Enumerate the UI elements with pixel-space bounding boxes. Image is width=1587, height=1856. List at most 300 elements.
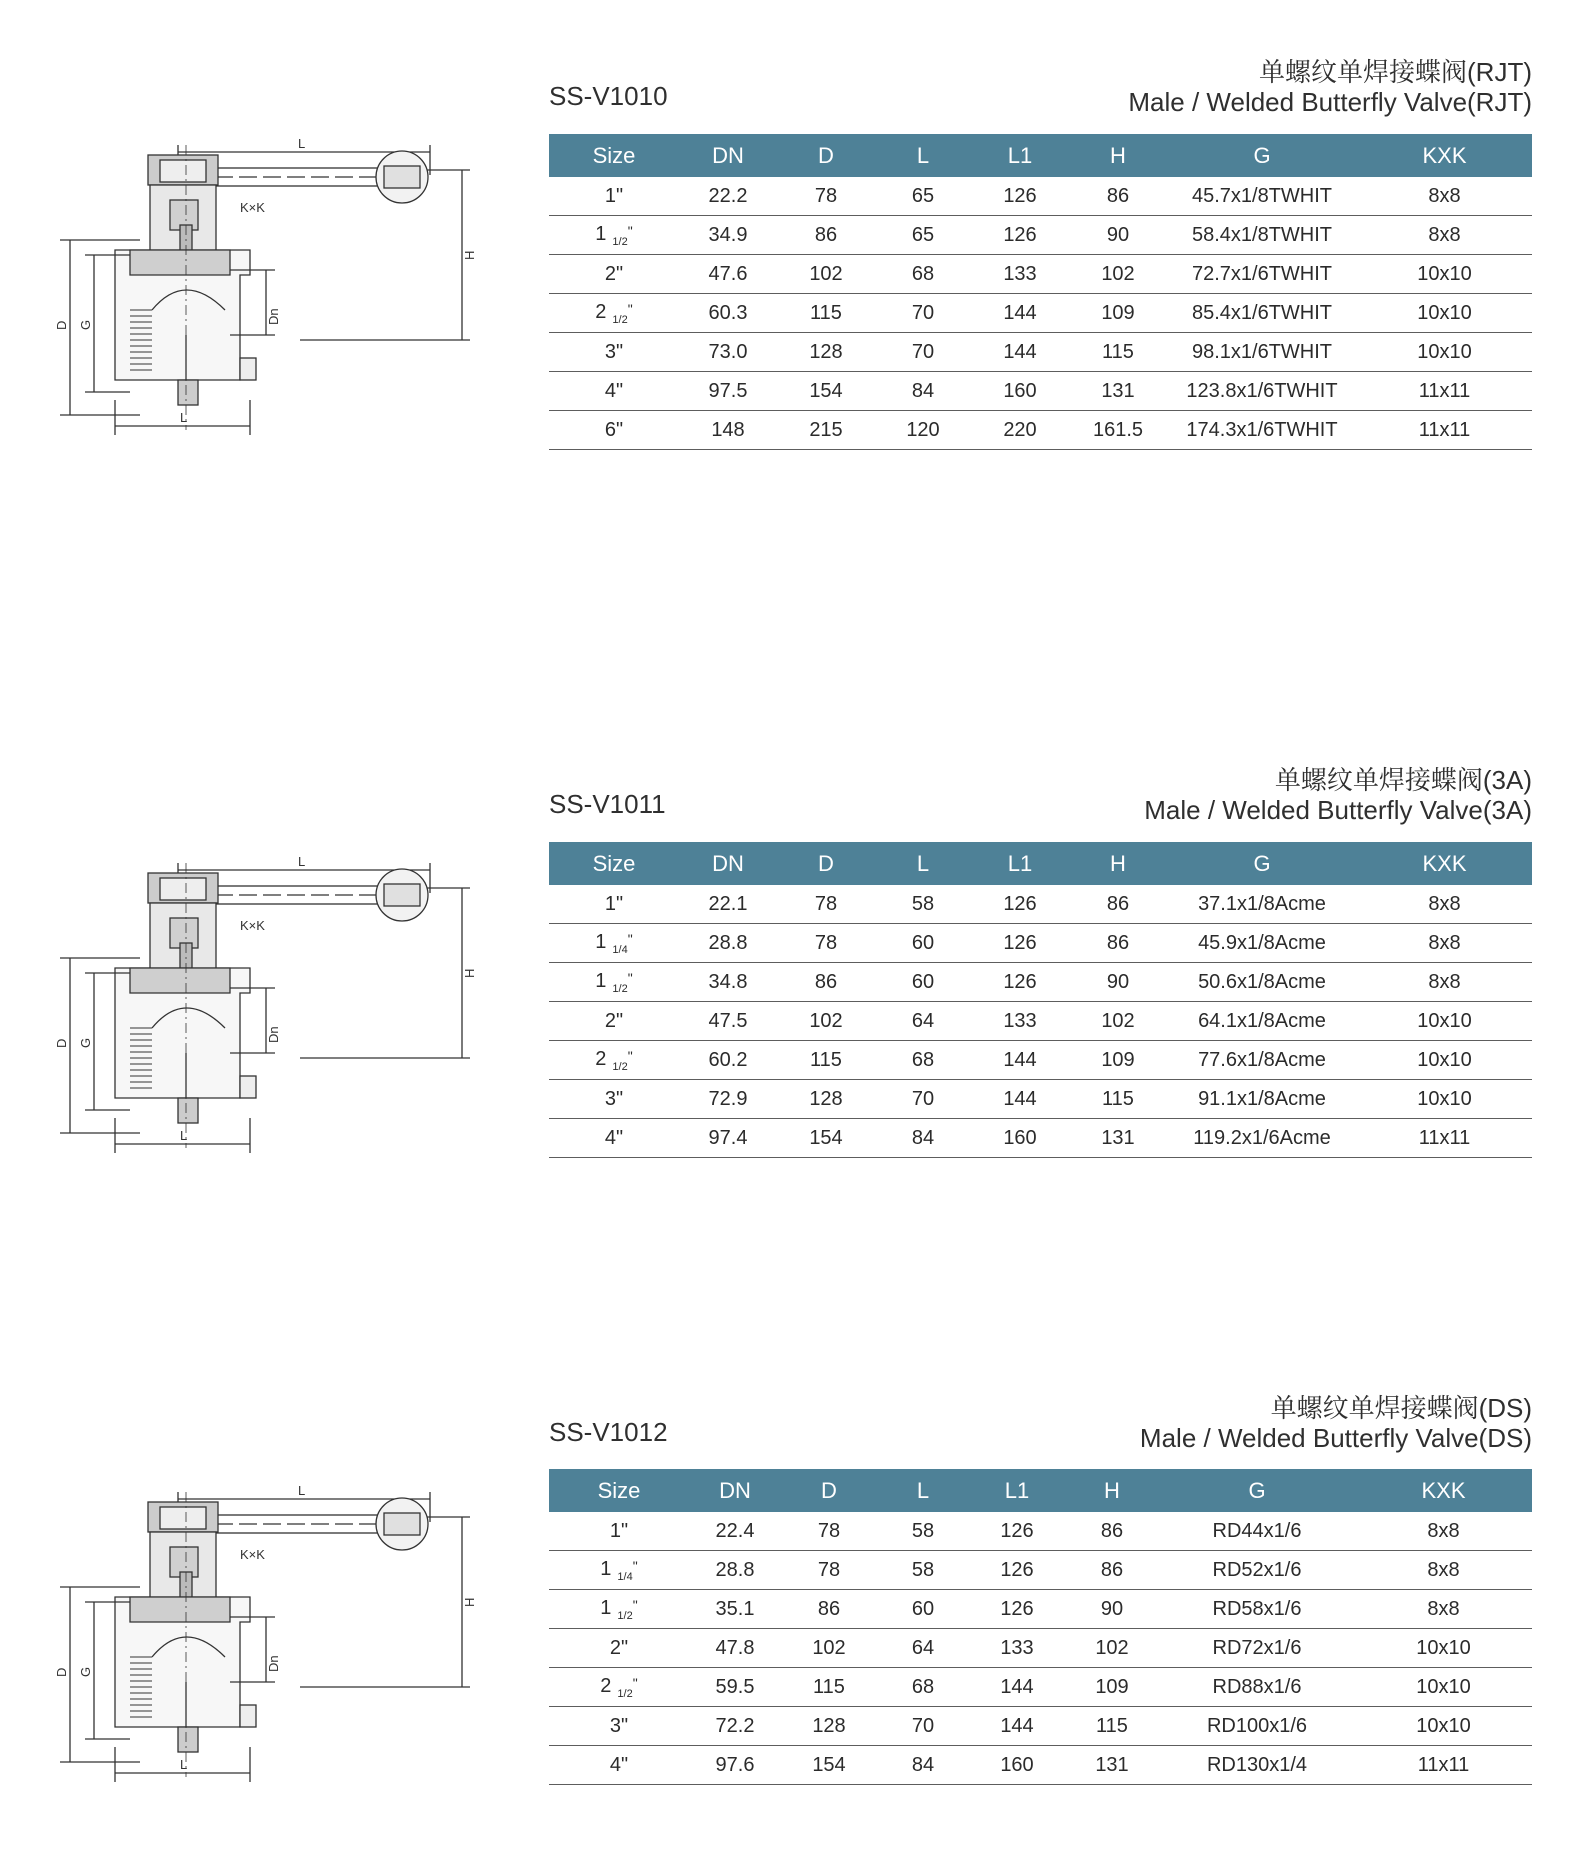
cell-d: 154 — [777, 372, 875, 411]
cell-l1: 144 — [971, 294, 1069, 333]
col-header: H — [1065, 1469, 1159, 1512]
cell-size — [549, 1041, 679, 1080]
table-row — [549, 1629, 1532, 1668]
cell-h: 86 — [1065, 1551, 1159, 1590]
cell-size — [549, 1668, 689, 1707]
cell-kxk: 10x10 — [1357, 1041, 1532, 1080]
size-value — [595, 300, 633, 326]
cell-size — [549, 255, 679, 294]
spec-table — [549, 134, 1532, 450]
dim-l-label: L — [298, 136, 306, 151]
size-value — [605, 185, 623, 207]
cell-g: 119.2x1/6Acme — [1167, 1119, 1357, 1158]
cell-size — [549, 1002, 679, 1041]
col-header: H — [1069, 134, 1167, 177]
cell-l: 68 — [875, 255, 971, 294]
cell-d: 128 — [777, 333, 875, 372]
cell-g: 45.9x1/8Acme — [1167, 924, 1357, 963]
dim-d-label: D — [54, 1667, 69, 1677]
cell-d: 215 — [777, 411, 875, 450]
cell-l: 64 — [877, 1629, 969, 1668]
cell-g: RD88x1/6 — [1159, 1668, 1355, 1707]
dim-dn-label: Dn — [266, 1655, 281, 1672]
cell-l1: 133 — [969, 1629, 1065, 1668]
cell-l1: 144 — [969, 1668, 1065, 1707]
cell-h: 86 — [1069, 885, 1167, 924]
cell-size — [549, 924, 679, 963]
cell-dn: 60.3 — [679, 294, 777, 333]
cell-l1: 126 — [971, 924, 1069, 963]
size-main: 1" — [609, 1519, 629, 1542]
table-row — [549, 411, 1532, 450]
cell-d: 86 — [777, 963, 875, 1002]
table-row — [549, 1512, 1532, 1551]
table-header-row — [549, 842, 1532, 885]
cell-l1: 220 — [971, 411, 1069, 450]
cell-size — [549, 885, 679, 924]
cell-kxk: 8x8 — [1357, 216, 1532, 255]
cell-l: 60 — [877, 1590, 969, 1629]
cell-dn: 59.5 — [689, 1668, 781, 1707]
section-titles — [549, 760, 1532, 825]
cell-g: 123.8x1/6TWHIT — [1167, 372, 1357, 411]
cell-l1: 126 — [969, 1512, 1065, 1551]
cell-size — [549, 1512, 689, 1551]
size-value — [605, 893, 623, 915]
cell-l1: 126 — [971, 963, 1069, 1002]
dim-l-label: L — [298, 1483, 306, 1498]
cell-l: 65 — [875, 216, 971, 255]
size-quote: " — [632, 1557, 638, 1574]
size-fraction: 1/2 — [612, 313, 628, 326]
size-value — [600, 1596, 638, 1622]
dim-kxk-label: K×K — [240, 918, 265, 933]
spec-table — [549, 842, 1532, 1158]
size-main: 2 — [595, 300, 607, 323]
size-fraction: 1/2 — [612, 1060, 628, 1073]
size-main: 1 — [595, 969, 607, 992]
cell-kxk: 8x8 — [1357, 177, 1532, 216]
table-row — [549, 963, 1532, 1002]
size-main: 1 — [600, 1557, 612, 1580]
dim-kxk-label: K×K — [240, 1547, 265, 1562]
size-main: 4" — [604, 379, 624, 402]
table-body — [549, 177, 1532, 450]
cell-kxk: 10x10 — [1357, 294, 1532, 333]
cell-l1: 144 — [969, 1707, 1065, 1746]
cell-g: 85.4x1/6TWHIT — [1167, 294, 1357, 333]
size-main: 1" — [604, 184, 624, 207]
cell-size — [549, 1590, 689, 1629]
cell-d: 102 — [781, 1629, 877, 1668]
col-header: H — [1069, 842, 1167, 885]
size-main: 2 — [600, 1674, 612, 1697]
cell-dn: 97.5 — [679, 372, 777, 411]
size-main: 4" — [604, 1126, 624, 1149]
cell-h: 86 — [1069, 177, 1167, 216]
cell-kxk: 10x10 — [1357, 255, 1532, 294]
cell-l1: 133 — [971, 1002, 1069, 1041]
cell-size — [549, 1707, 689, 1746]
cell-dn: 35.1 — [689, 1590, 781, 1629]
size-main: 1 — [595, 222, 607, 245]
table-body — [549, 885, 1532, 1158]
cell-g: 45.7x1/8TWHIT — [1167, 177, 1357, 216]
cell-size — [549, 963, 679, 1002]
cell-dn: 34.8 — [679, 963, 777, 1002]
table-row — [549, 1746, 1532, 1785]
cell-kxk: 10x10 — [1357, 1002, 1532, 1041]
dim-h-label: H — [462, 1597, 477, 1607]
cell-kxk: 10x10 — [1355, 1668, 1532, 1707]
cell-d: 115 — [781, 1668, 877, 1707]
cell-h: 115 — [1069, 1080, 1167, 1119]
cell-l1: 126 — [971, 177, 1069, 216]
size-quote: " — [627, 222, 633, 239]
col-header: L — [875, 842, 971, 885]
size-main: 3" — [604, 340, 624, 363]
cell-size — [549, 1119, 679, 1158]
dim-dn-label: Dn — [266, 308, 281, 325]
dim-g-label: G — [78, 1666, 93, 1677]
cell-h: 102 — [1069, 255, 1167, 294]
model-number: SS-V1010 — [549, 81, 668, 111]
size-main: 3" — [609, 1714, 629, 1737]
cell-dn: 22.4 — [689, 1512, 781, 1551]
cell-h: 115 — [1065, 1707, 1159, 1746]
size-quote: " — [627, 930, 633, 947]
dim-l-bottom-label: L — [180, 410, 188, 425]
title-english: Male / Welded Butterfly Valve(RJT) — [1128, 87, 1532, 117]
size-fraction: 1/2 — [617, 1687, 633, 1700]
cell-g: 50.6x1/8Acme — [1167, 963, 1357, 1002]
cell-h: 86 — [1065, 1512, 1159, 1551]
cell-dn: 148 — [679, 411, 777, 450]
size-main: 4" — [609, 1753, 629, 1776]
cell-size — [549, 1746, 689, 1785]
cell-kxk: 8x8 — [1355, 1590, 1532, 1629]
cell-g: 174.3x1/6TWHIT — [1167, 411, 1357, 450]
cell-size — [549, 411, 679, 450]
size-main: 1 — [600, 1596, 612, 1619]
size-value — [595, 969, 633, 995]
size-main: 2" — [609, 1636, 629, 1659]
dim-h-label: H — [462, 968, 477, 978]
table-row — [549, 1668, 1532, 1707]
cell-size — [549, 333, 679, 372]
size-main: 6" — [604, 418, 624, 441]
cell-h: 90 — [1069, 963, 1167, 1002]
size-value — [595, 222, 633, 248]
col-header: L — [875, 134, 971, 177]
cell-d: 154 — [777, 1119, 875, 1158]
table-row — [549, 1080, 1532, 1119]
size-value — [605, 341, 623, 363]
size-value — [610, 1637, 628, 1659]
title-chinese: 单螺纹单焊接蝶阀(DS) — [1270, 1393, 1532, 1423]
size-main: 2 — [595, 1047, 607, 1070]
cell-h: 131 — [1069, 372, 1167, 411]
cell-l: 84 — [875, 1119, 971, 1158]
cell-d: 102 — [777, 1002, 875, 1041]
title-english: Male / Welded Butterfly Valve(DS) — [1139, 1423, 1532, 1453]
cell-l1: 144 — [971, 1041, 1069, 1080]
cell-dn: 73.0 — [679, 333, 777, 372]
size-value — [605, 1010, 623, 1032]
cell-size — [549, 1551, 689, 1590]
cell-h: 161.5 — [1069, 411, 1167, 450]
cell-l1: 144 — [971, 333, 1069, 372]
cell-dn: 22.2 — [679, 177, 777, 216]
size-value — [600, 1557, 638, 1583]
size-quote: " — [627, 300, 633, 317]
cell-l: 60 — [875, 924, 971, 963]
cell-d: 86 — [777, 216, 875, 255]
size-fraction: 1/2 — [617, 1609, 633, 1622]
valve-drawing — [30, 848, 477, 1178]
cell-d: 78 — [781, 1551, 877, 1590]
cell-d: 128 — [777, 1080, 875, 1119]
cell-l: 58 — [875, 885, 971, 924]
col-header: DN — [689, 1469, 781, 1512]
cell-d: 154 — [781, 1746, 877, 1785]
size-value — [605, 263, 623, 285]
cell-kxk: 11x11 — [1355, 1746, 1532, 1785]
size-value — [610, 1520, 628, 1542]
cell-l1: 126 — [971, 885, 1069, 924]
valve-diagram — [30, 848, 477, 1178]
valve-drawing — [30, 130, 477, 460]
cell-d: 78 — [781, 1512, 877, 1551]
cell-h: 86 — [1069, 924, 1167, 963]
col-header: L1 — [971, 842, 1069, 885]
cell-dn: 34.9 — [679, 216, 777, 255]
size-quote: " — [632, 1596, 638, 1613]
table-row — [549, 1551, 1532, 1590]
title-chinese: 单螺纹单焊接蝶阀(3A) — [1274, 765, 1532, 795]
table-row — [549, 1002, 1532, 1041]
cell-dn: 60.2 — [679, 1041, 777, 1080]
title-english: Male / Welded Butterfly Valve(3A) — [1144, 795, 1532, 825]
cell-l: 68 — [875, 1041, 971, 1080]
size-main: 1" — [604, 892, 624, 915]
cell-dn: 72.9 — [679, 1080, 777, 1119]
section-titles — [549, 52, 1532, 117]
cell-h: 90 — [1065, 1590, 1159, 1629]
cell-l1: 160 — [971, 1119, 1069, 1158]
col-header: D — [781, 1469, 877, 1512]
dim-d-label: D — [54, 1038, 69, 1048]
size-main: 1 — [595, 930, 607, 953]
col-header: DN — [679, 842, 777, 885]
cell-dn: 28.8 — [679, 924, 777, 963]
cell-size — [549, 294, 679, 333]
size-fraction: 1/2 — [612, 982, 628, 995]
cell-size — [549, 216, 679, 255]
cell-l: 65 — [875, 177, 971, 216]
cell-g: RD52x1/6 — [1159, 1551, 1355, 1590]
cell-dn: 22.1 — [679, 885, 777, 924]
dim-l-bottom-label: L — [180, 1757, 188, 1772]
cell-h: 109 — [1065, 1668, 1159, 1707]
cell-h: 115 — [1069, 333, 1167, 372]
title-chinese: 单螺纹单焊接蝶阀(RJT) — [1259, 57, 1532, 87]
cell-d: 78 — [777, 177, 875, 216]
cell-kxk: 8x8 — [1357, 963, 1532, 1002]
cell-dn: 47.5 — [679, 1002, 777, 1041]
cell-h: 109 — [1069, 1041, 1167, 1080]
size-fraction: 1/4 — [612, 943, 628, 956]
table-row — [549, 885, 1532, 924]
col-header: G — [1159, 1469, 1355, 1512]
valve-drawing — [30, 1477, 477, 1807]
col-header: KXK — [1355, 1469, 1532, 1512]
model-number: SS-V1011 — [549, 789, 666, 819]
table-row — [549, 1590, 1532, 1629]
dim-g-label: G — [78, 1037, 93, 1048]
cell-h: 102 — [1069, 1002, 1167, 1041]
cell-d: 78 — [777, 924, 875, 963]
cell-l1: 133 — [971, 255, 1069, 294]
dim-h-label: H — [462, 250, 477, 260]
col-header: Size — [549, 1469, 689, 1512]
cell-g: 91.1x1/8Acme — [1167, 1080, 1357, 1119]
cell-l: 70 — [875, 1080, 971, 1119]
table-header-row — [549, 134, 1532, 177]
size-main: 2" — [604, 1009, 624, 1032]
cell-g: RD58x1/6 — [1159, 1590, 1355, 1629]
cell-d: 86 — [781, 1590, 877, 1629]
size-value — [610, 1715, 628, 1737]
cell-l: 58 — [877, 1551, 969, 1590]
col-header: L1 — [971, 134, 1069, 177]
cell-kxk: 10x10 — [1357, 333, 1532, 372]
dim-d-label: D — [54, 320, 69, 330]
cell-dn: 97.4 — [679, 1119, 777, 1158]
cell-l: 58 — [877, 1512, 969, 1551]
table-row — [549, 177, 1532, 216]
size-value — [605, 419, 623, 441]
cell-h: 90 — [1069, 216, 1167, 255]
col-header: G — [1167, 842, 1357, 885]
cell-kxk: 10x10 — [1357, 1080, 1532, 1119]
size-value — [610, 1754, 628, 1776]
dim-l-label: L — [298, 854, 306, 869]
cell-d: 128 — [781, 1707, 877, 1746]
cell-g: RD72x1/6 — [1159, 1629, 1355, 1668]
col-header: D — [777, 134, 875, 177]
cell-kxk: 10x10 — [1355, 1629, 1532, 1668]
col-header: KXK — [1357, 134, 1532, 177]
cell-size — [549, 177, 679, 216]
size-main: 2" — [604, 262, 624, 285]
size-main: 3" — [604, 1087, 624, 1110]
cell-d: 115 — [777, 294, 875, 333]
dim-l-bottom-label: L — [180, 1128, 188, 1143]
cell-kxk: 8x8 — [1357, 924, 1532, 963]
cell-l1: 160 — [969, 1746, 1065, 1785]
cell-l1: 126 — [971, 216, 1069, 255]
cell-h: 102 — [1065, 1629, 1159, 1668]
col-header: KXK — [1357, 842, 1532, 885]
table-body — [549, 1512, 1532, 1785]
table-row — [549, 1041, 1532, 1080]
cell-g: 58.4x1/8TWHIT — [1167, 216, 1357, 255]
dim-dn-label: Dn — [266, 1026, 281, 1043]
table-row — [549, 294, 1532, 333]
cell-g: 72.7x1/6TWHIT — [1167, 255, 1357, 294]
cell-size — [549, 372, 679, 411]
col-header: L1 — [969, 1469, 1065, 1512]
cell-h: 131 — [1065, 1746, 1159, 1785]
cell-h: 131 — [1069, 1119, 1167, 1158]
section-titles — [549, 1388, 1532, 1453]
cell-l: 70 — [875, 333, 971, 372]
valve-diagram — [30, 1477, 477, 1807]
size-value — [605, 1127, 623, 1149]
col-header: L — [877, 1469, 969, 1512]
size-quote: " — [632, 1674, 638, 1691]
cell-kxk: 11x11 — [1357, 372, 1532, 411]
size-fraction: 1/4 — [617, 1570, 633, 1583]
cell-d: 78 — [777, 885, 875, 924]
cell-g: RD130x1/4 — [1159, 1746, 1355, 1785]
cell-d: 115 — [777, 1041, 875, 1080]
table-row — [549, 924, 1532, 963]
cell-dn: 72.2 — [689, 1707, 781, 1746]
table-row — [549, 333, 1532, 372]
cell-dn: 47.6 — [679, 255, 777, 294]
cell-size — [549, 1080, 679, 1119]
cell-h: 109 — [1069, 294, 1167, 333]
table-row — [549, 372, 1532, 411]
col-header: Size — [549, 842, 679, 885]
table-row — [549, 1707, 1532, 1746]
size-quote: " — [627, 1047, 633, 1064]
cell-d: 102 — [777, 255, 875, 294]
table-row — [549, 1119, 1532, 1158]
cell-g: 37.1x1/8Acme — [1167, 885, 1357, 924]
col-header: DN — [679, 134, 777, 177]
table-header-row — [549, 1469, 1532, 1512]
cell-l: 84 — [875, 372, 971, 411]
cell-dn: 47.8 — [689, 1629, 781, 1668]
cell-l1: 144 — [971, 1080, 1069, 1119]
size-value — [605, 380, 623, 402]
cell-g: 98.1x1/6TWHIT — [1167, 333, 1357, 372]
size-value — [595, 930, 633, 956]
cell-g: 77.6x1/8Acme — [1167, 1041, 1357, 1080]
cell-kxk: 8x8 — [1357, 885, 1532, 924]
size-quote: " — [627, 969, 633, 986]
cell-g: RD100x1/6 — [1159, 1707, 1355, 1746]
dim-kxk-label: K×K — [240, 200, 265, 215]
size-fraction: 1/2 — [612, 235, 628, 248]
size-value — [605, 1088, 623, 1110]
cell-g: 64.1x1/8Acme — [1167, 1002, 1357, 1041]
cell-l: 84 — [877, 1746, 969, 1785]
table-row — [549, 255, 1532, 294]
spec-table — [549, 1469, 1532, 1785]
col-header: G — [1167, 134, 1357, 177]
cell-l: 60 — [875, 963, 971, 1002]
cell-g: RD44x1/6 — [1159, 1512, 1355, 1551]
cell-kxk: 8x8 — [1355, 1512, 1532, 1551]
cell-kxk: 11x11 — [1357, 411, 1532, 450]
table-row — [549, 216, 1532, 255]
cell-kxk: 11x11 — [1357, 1119, 1532, 1158]
cell-l: 70 — [875, 294, 971, 333]
